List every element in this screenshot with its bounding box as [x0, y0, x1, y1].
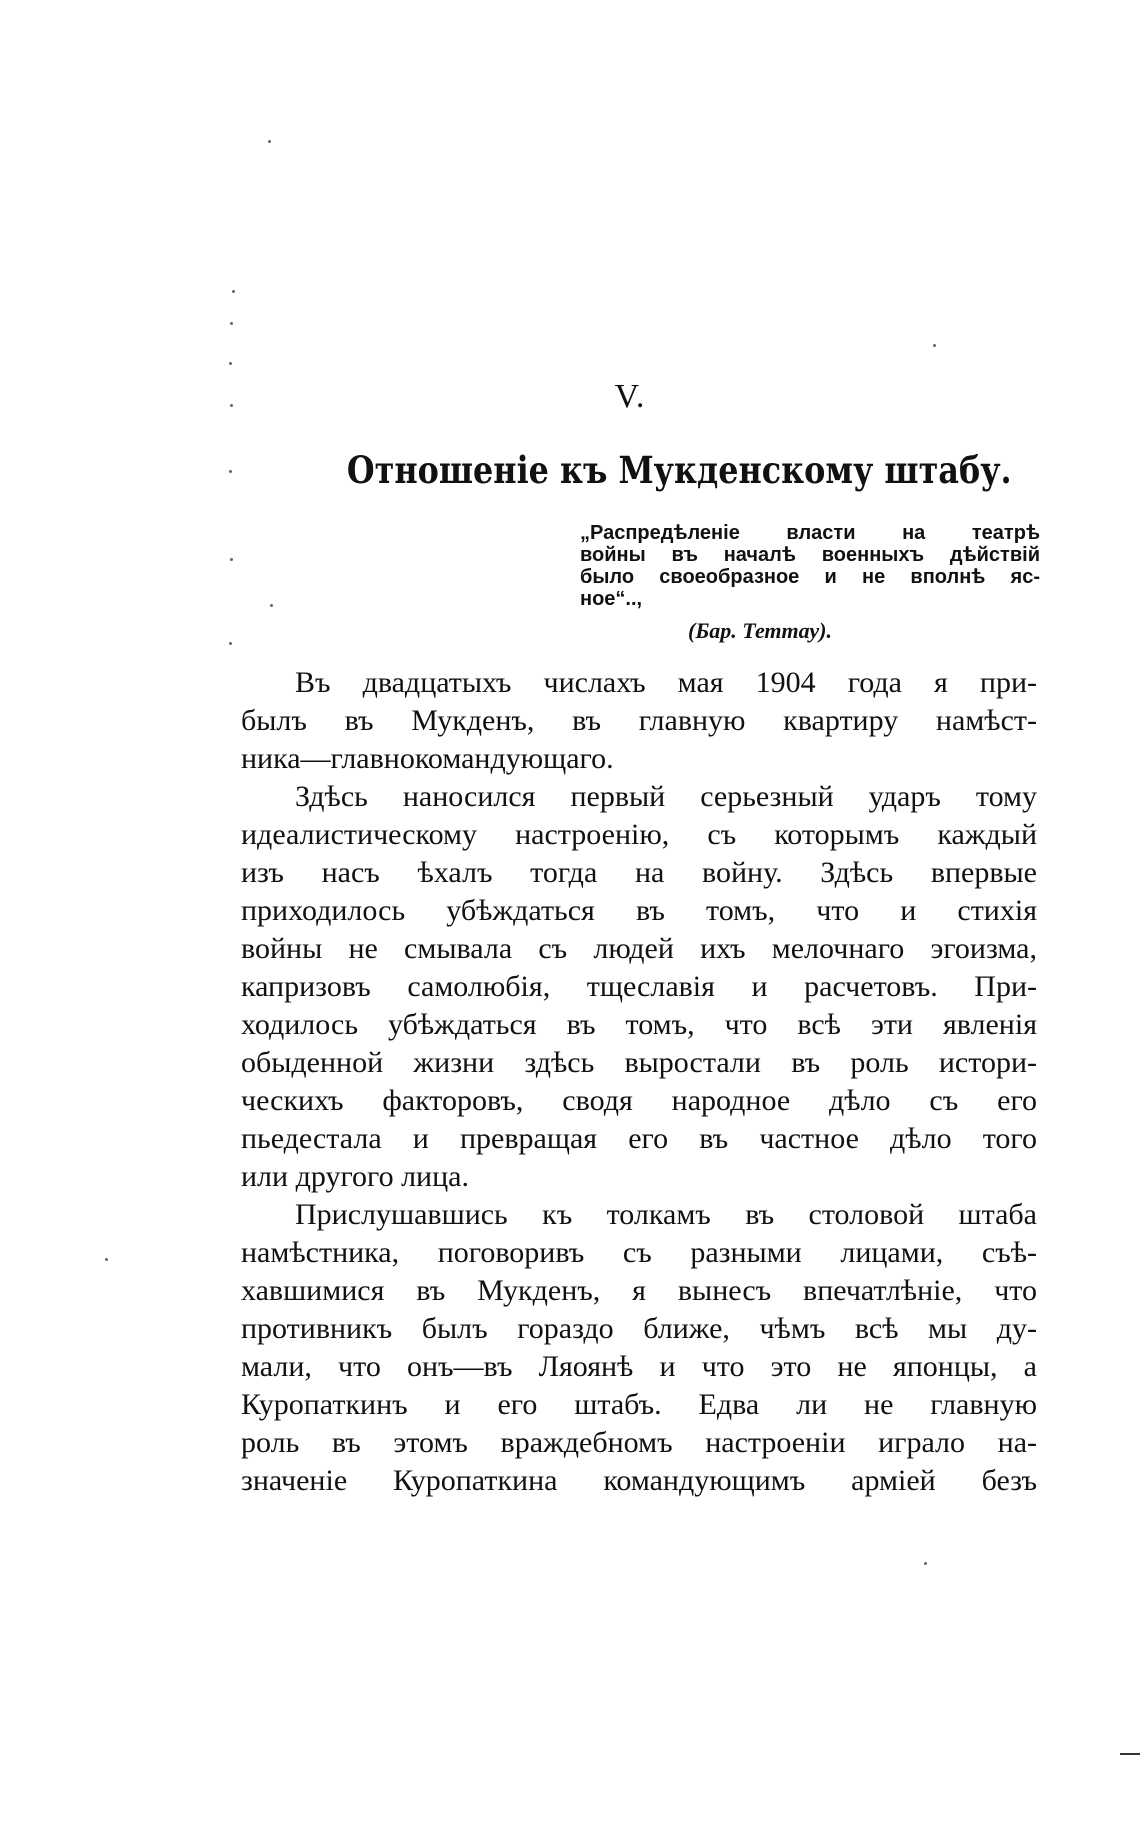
text-line: противникъ былъ гораздо ближе, чѣмъ всѣ мы ду- — [241, 1312, 1037, 1345]
scan-speck — [230, 404, 233, 407]
paragraph — [241, 778, 1037, 1196]
scan-speck — [229, 470, 232, 473]
scan-speck — [230, 558, 233, 561]
text-line: Въ двадцатыхъ числахъ мая 1904 года я при- — [295, 666, 1037, 699]
scan-speck — [232, 290, 235, 293]
epigraph-line: было своеобразное и не вполнѣ яс- — [580, 566, 1040, 588]
scan-speck — [924, 1562, 927, 1565]
text-line: ходилось убѣждаться въ томъ, что всѣ эти явленія — [241, 1008, 1037, 1041]
scan-speck — [270, 604, 273, 607]
chapter-title: Отношеніе къ Мукденскому штабу. — [346, 448, 1012, 492]
paragraph — [241, 664, 1037, 778]
text-line: обыденной жизни здѣсь выростали въ роль истори- — [241, 1046, 1037, 1079]
epigraph-source: (Бар. Теттау). — [688, 618, 832, 643]
text-line: Здѣсь наносился первый серьезный ударъ тому — [295, 780, 1037, 813]
epigraph-line: войны въ началѣ военныхъ дѣйствій — [580, 544, 1040, 566]
text-line: пьедестала и превращая его въ частное дѣло того — [241, 1122, 1037, 1155]
epigraph-line: „Распредѣленіе власти на театрѣ — [580, 522, 1040, 544]
text-line: приходилось убѣждаться въ томъ, что и стихія — [241, 894, 1037, 927]
scan-speck — [229, 642, 232, 645]
paragraph — [241, 1196, 1037, 1500]
text-line: значеніе Куропаткина командующимъ арміей безъ — [241, 1464, 1037, 1497]
text-line: или другого лица. — [241, 1160, 469, 1193]
scan-speck — [230, 322, 233, 325]
scan-speck — [268, 140, 271, 143]
epigraph — [580, 522, 1040, 610]
text-line: Куропаткинъ и его штабъ. Едва ли не главную — [241, 1388, 1037, 1421]
text-line: намѣстника, поговоривъ съ разными лицами, съѣ- — [241, 1236, 1037, 1269]
body-text — [241, 664, 1037, 1500]
epigraph-line: ное“.., — [580, 588, 643, 610]
text-line: капризовъ самолюбія, тщеславія и расчетовъ. При- — [241, 970, 1037, 1003]
text-line: роль въ этомъ враждебномъ настроеніи играло на- — [241, 1426, 1037, 1459]
text-line: былъ въ Мукденъ, въ главную квартиру намѣст- — [241, 704, 1037, 737]
text-line: ческихъ факторовъ, сводя народное дѣло съ его — [241, 1084, 1037, 1117]
scan-speck — [105, 1258, 108, 1261]
text-line: ника—главнокомандующаго. — [241, 742, 614, 775]
text-line: идеалистическому настроенію, съ которымъ каждый — [241, 818, 1037, 851]
scan-speck — [229, 362, 232, 365]
text-line: войны не смывала съ людей ихъ мелочнаго эгоизма, — [241, 932, 1037, 965]
text-line: Прислушавшись къ толкамъ въ столовой штаба — [295, 1198, 1037, 1231]
chapter-number: V. — [614, 378, 646, 415]
scan-speck — [933, 344, 936, 347]
text-line: изъ насъ ѣхалъ тогда на войну. Здѣсь впервые — [241, 856, 1037, 889]
scan-edge-mark — [1120, 1753, 1140, 1755]
text-line: мали, что онъ—въ Ляоянѣ и что это не японцы, а — [241, 1350, 1037, 1383]
text-line: хавшимися въ Мукденъ, я вынесъ впечатлѣніе, что — [241, 1274, 1037, 1307]
